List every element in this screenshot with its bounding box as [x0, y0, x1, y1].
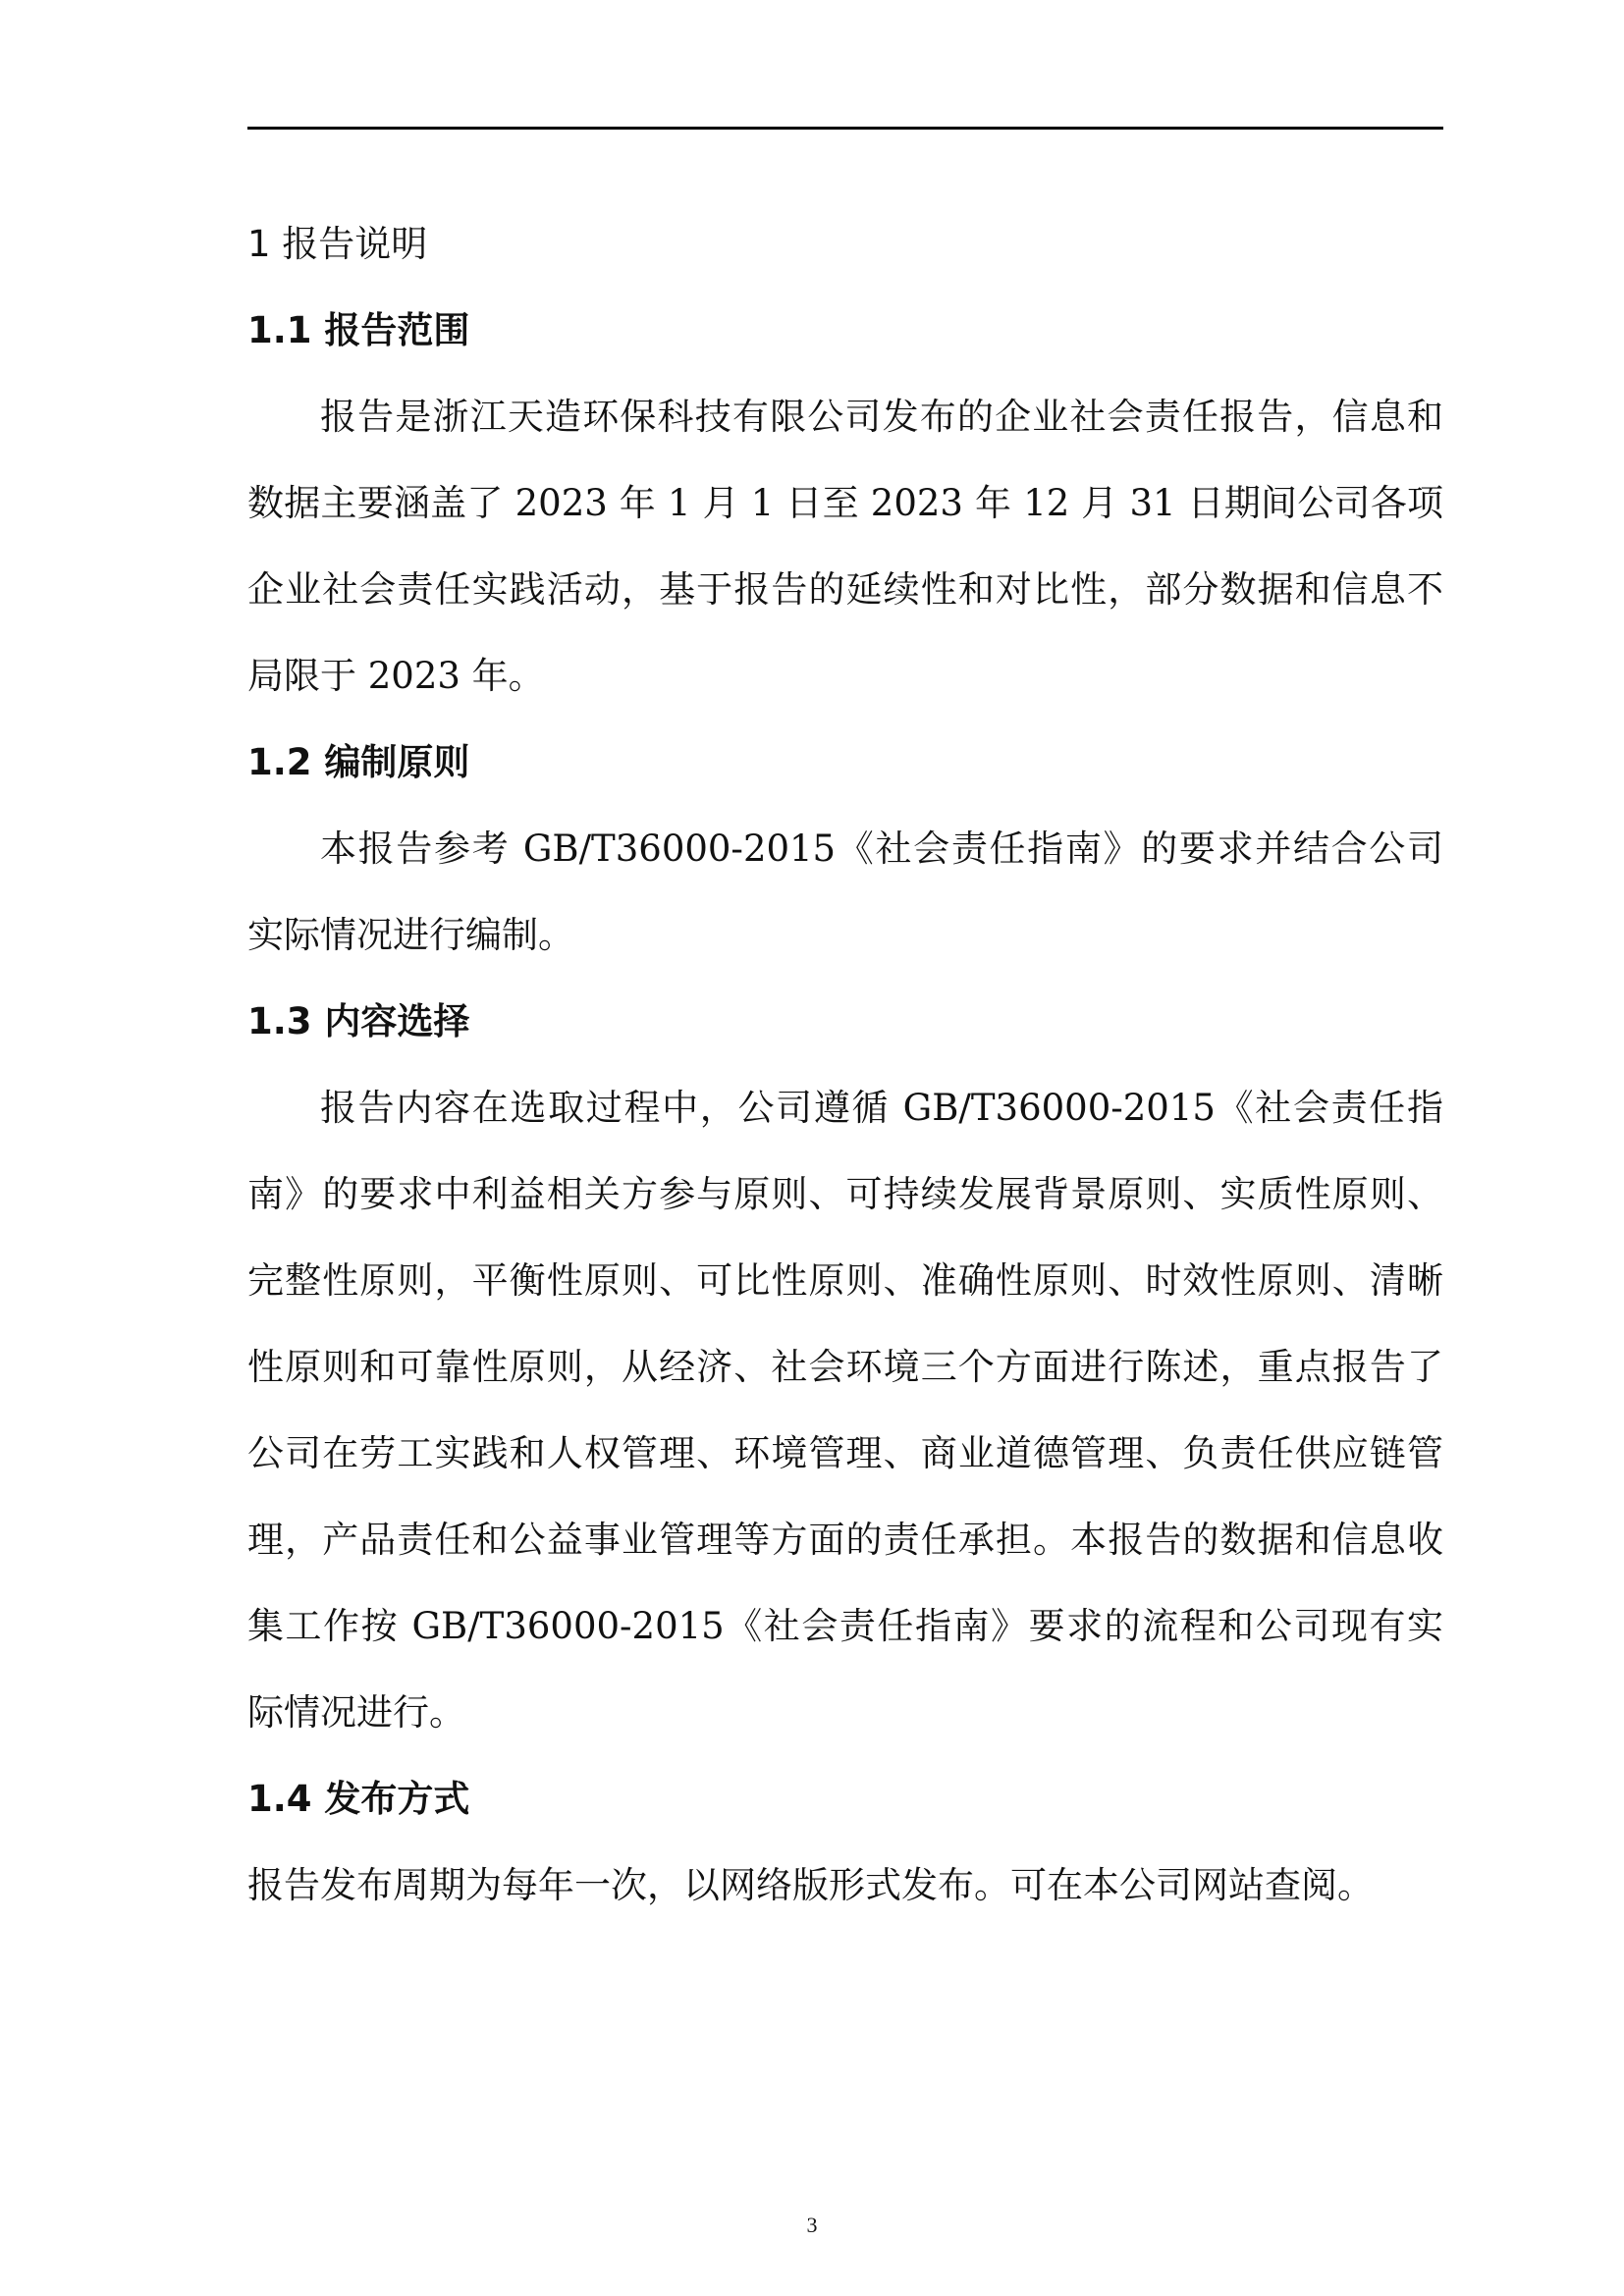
- subsection-title-publication: 1.4 发布方式: [247, 1778, 470, 1820]
- subsection-title-scope: 1.1 报告范围: [247, 309, 470, 351]
- header-rule: [247, 127, 1443, 130]
- paragraph-publication: 报告发布周期为每年一次，以网络版形式发布。可在本公司网站查阅。: [247, 1864, 1374, 1906]
- section-title: 1 报告说明: [247, 223, 428, 265]
- subsection-title-content-selection: 1.3 内容选择: [247, 1000, 470, 1042]
- paragraph-content-selection: 报告内容在选取过程中，公司遵循 GB/T36000-2015《社会责任指南》的要求中利益相关方参与原则、可持续发展背景原则、实质性原则、完整性原则，平衡性原则、可比性原则、准确性原则、时效性原则、清晰性原则和可靠性原则，从经济、社会环境三个方面进行陈述，重点报告了公司在劳工实践和人权管理、环境管理、商业道德管理、负责任供应链管理，产品责任和公益事业管理等方面的责任承担。本报告的数据和信息收集工作按 GB/T36000-2015《社会责任指南》要求的流程和公司现有实际情况进行。: [247, 1087, 1443, 1734]
- subsection-title-principles: 1.2 编制原则: [247, 741, 470, 783]
- document-body: [247, 201, 1443, 1929]
- paragraph-scope: 报告是浙江天造环保科技有限公司发布的企业社会责任报告，信息和数据主要涵盖了 2023 年 1 月 1 日至 2023 年 12 月 31 日期间公司各项企业社会责任实践活动，基于报告的延续性和对比性，部分数据和信息不局限于 2023 年。: [247, 396, 1443, 697]
- paragraph-principles: 本报告参考 GB/T36000-2015《社会责任指南》的要求并结合公司实际情况进行编制。: [247, 828, 1443, 956]
- page-number: 3: [806, 2213, 818, 2237]
